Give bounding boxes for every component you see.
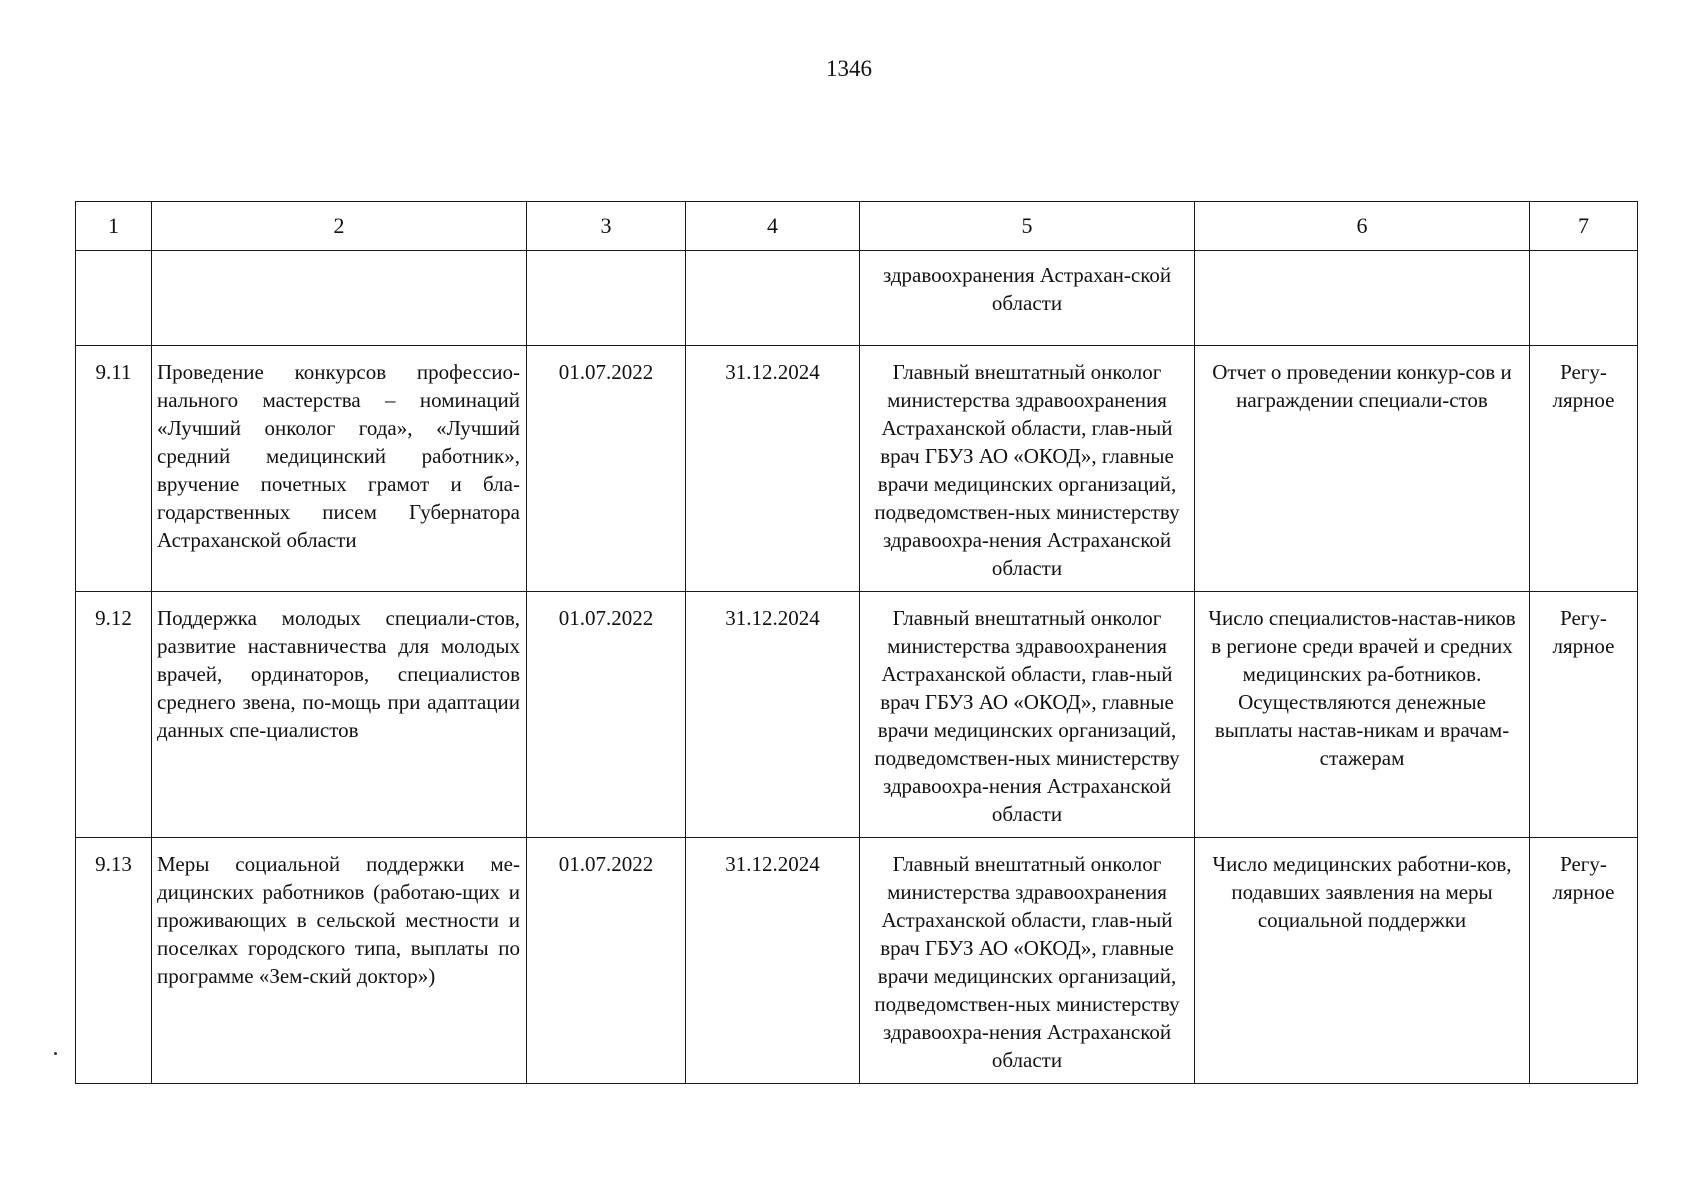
scan-speck bbox=[54, 1052, 57, 1055]
start-date: 01.07.2022 bbox=[527, 346, 686, 592]
responsible-cell: Главный внештатный онколог министерства здравоохранения Астраханской области, глав-ный врач ГБУЗ АО «ОКОД», главные врачи медицинских организаций, подведомствен-ных министерству здравоохра-нения Астраханской области bbox=[860, 346, 1195, 592]
continuation-row bbox=[76, 251, 1638, 346]
table-cell bbox=[527, 251, 686, 346]
result-cell: Число медицинских работни-ков, подавших заявления на меры социальной поддержки bbox=[1195, 838, 1530, 1084]
column-header-7: 7 bbox=[1530, 202, 1638, 251]
table-cell bbox=[1195, 251, 1530, 346]
item-number: 9.13 bbox=[76, 838, 152, 1084]
activity-name: Поддержка молодых специали-стов, развитие наставничества для молодых врачей, ординаторов, специалистов среднего звена, по-мощь при адаптации данных спе-циалистов bbox=[152, 592, 527, 838]
column-header-2: 2 bbox=[152, 202, 527, 251]
table-row bbox=[76, 838, 1638, 1084]
column-header-6: 6 bbox=[1195, 202, 1530, 251]
responsible-cell: Главный внештатный онколог министерства здравоохранения Астраханской области, глав-ный врач ГБУЗ АО «ОКОД», главные врачи медицинских организаций, подведомствен-ных министерству здравоохра-нения Астраханской области bbox=[860, 592, 1195, 838]
table-cell bbox=[686, 251, 860, 346]
type-cell: Регу-лярное bbox=[1530, 838, 1638, 1084]
table-row bbox=[76, 592, 1638, 838]
column-header-3: 3 bbox=[527, 202, 686, 251]
activity-name: Проведение конкурсов профессио-нального мастерства – номинаций «Лучший онколог года», «Лучший средний медицинский работник», вручение почетных грамот и бла-годарственных писем Губернатора Астраханской области bbox=[152, 346, 527, 592]
table-cell bbox=[152, 251, 527, 346]
end-date: 31.12.2024 bbox=[686, 592, 860, 838]
activities-table bbox=[75, 201, 1638, 1084]
page-number: 1346 bbox=[826, 56, 872, 81]
table-row bbox=[76, 346, 1638, 592]
column-header-5: 5 bbox=[860, 202, 1195, 251]
start-date: 01.07.2022 bbox=[527, 838, 686, 1084]
result-cell: Число специалистов-настав-ников в регионе среди врачей и средних медицинских ра-ботников. Осуществляются денежные выплаты настав-никам и врачам-стажерам bbox=[1195, 592, 1530, 838]
item-number: 9.12 bbox=[76, 592, 152, 838]
type-cell: Регу-лярное bbox=[1530, 346, 1638, 592]
activity-name: Меры социальной поддержки ме-дицинских работников (работаю-щих и проживающих в сельской местности и поселках городского типа, выплаты по программе «Зем-ский доктор») bbox=[152, 838, 527, 1084]
end-date: 31.12.2024 bbox=[686, 346, 860, 592]
end-date: 31.12.2024 bbox=[686, 838, 860, 1084]
table-cell bbox=[1530, 251, 1638, 346]
result-cell: Отчет о проведении конкур-сов и награждении специали-стов bbox=[1195, 346, 1530, 592]
item-number: 9.11 bbox=[76, 346, 152, 592]
type-cell: Регу-лярное bbox=[1530, 592, 1638, 838]
column-header-4: 4 bbox=[686, 202, 860, 251]
column-header-1: 1 bbox=[76, 202, 152, 251]
responsible-cell: здравоохранения Астрахан-ской области bbox=[860, 251, 1195, 346]
column-number-row bbox=[76, 202, 1638, 251]
table-cell bbox=[76, 251, 152, 346]
responsible-cell: Главный внештатный онколог министерства здравоохранения Астраханской области, глав-ный врач ГБУЗ АО «ОКОД», главные врачи медицинских организаций, подведомствен-ных министерству здравоохра-нения Астраханской области bbox=[860, 838, 1195, 1084]
start-date: 01.07.2022 bbox=[527, 592, 686, 838]
